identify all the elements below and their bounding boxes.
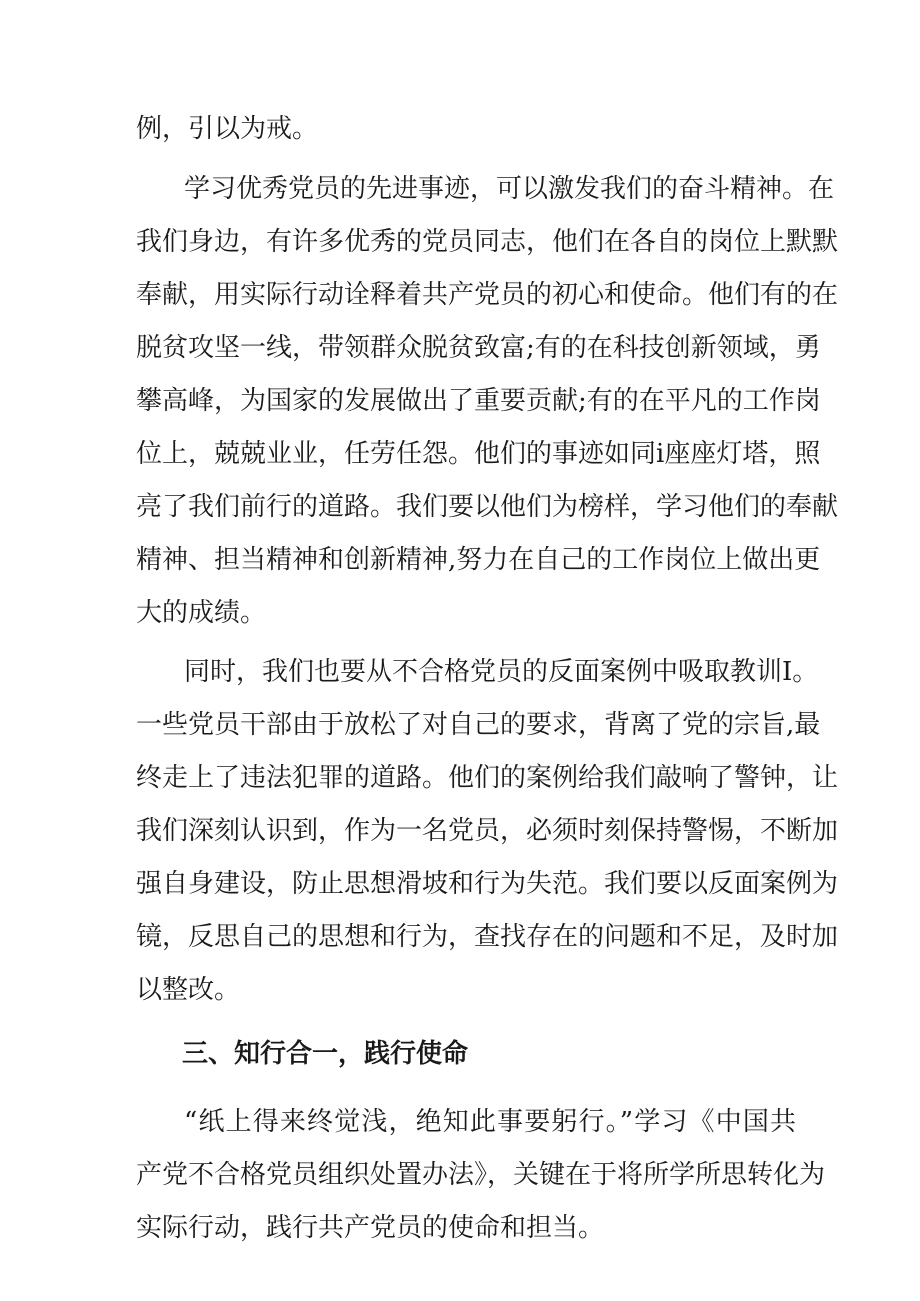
paragraph-1-line-2: 我们身边，有许多优秀的党员同志，他们在各自的岗位上默默	[136, 227, 839, 257]
paragraph-1-line-1: 学习优秀党员的先进事迹，可以激发我们的奋斗精神。在	[184, 174, 835, 204]
paragraph-2-line-5: 强自身建设，防止思想滑坡和行为失范。我们要以反面案例为	[136, 869, 839, 899]
paragraph-4-line-3: 实际行动，践行共产党员的使命和担当。	[136, 1213, 605, 1243]
paragraph-1-line-3: 奉献，用实际行动诠释着共产党员的初心和使命。他们有的在	[136, 280, 839, 310]
section-heading: 三、知行合一，践行使命	[182, 1039, 469, 1069]
paragraph-1-line-6: 位上，兢兢业业，任劳任怨。他们的事迹如同i座座灯塔，照	[136, 439, 821, 469]
paragraph-4-line-2: 产党不合格党员组织处置办法》，关键在于将所学所思转化为	[136, 1160, 826, 1190]
paragraph-1-line-7: 亮了我们前行的道路。我们要以他们为榜样，学习他们的奉献	[136, 492, 839, 522]
paragraph-2-line-6: 镜，反思自己的思想和行为，查找存在的问题和不足，及时加	[136, 922, 839, 952]
paragraph-2-line-1: 同时，我们也要从不合格党员的反面案例中吸取教训Ⅰ。	[184, 657, 819, 687]
paragraph-1-line-4: 脱贫攻坚一线，带领群众脱贫致富;有的在科技创新领域，勇	[136, 333, 821, 363]
paragraph-2-line-7: 以整改。	[136, 975, 241, 1005]
paragraph-4-line-1: “纸上得来终觉浅，绝知此事要躬行。”学习《中国共	[184, 1107, 796, 1137]
paragraph-2-line-3: 终走上了违法犯罪的道路。他们的案例给我们敲响了警钟，让	[136, 763, 839, 793]
paragraph-1-line-5: 攀高峰，为国家的发展做出了重要贡献;有的在平凡的工作岗	[136, 386, 821, 416]
paragraph-2-line-2: 一些党员干部由于放松了对自己的要求，背离了党的宗旨,最	[136, 710, 821, 740]
paragraph-0-line-1: 例，引以为戒。	[136, 114, 319, 144]
paragraph-2-line-4: 我们深刻认识到，作为一名党员，必须时刻保持警惕，不断加	[136, 816, 839, 846]
paragraph-1-line-9: 大的成绩。	[136, 598, 267, 628]
paragraph-1-line-8: 精神、担当精神和创新精神,努力在自己的工作岗位上做出更	[136, 545, 821, 575]
